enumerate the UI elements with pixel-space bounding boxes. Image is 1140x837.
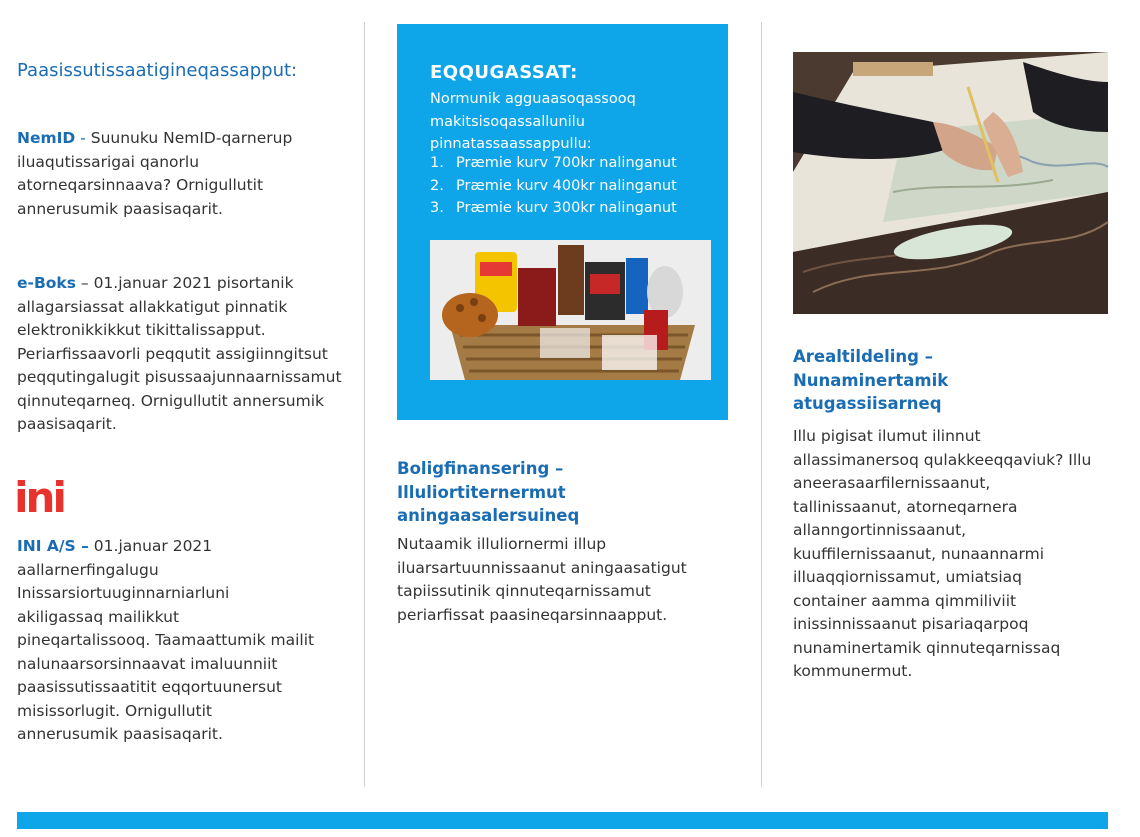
divider-left: [364, 22, 365, 787]
divider-right: [761, 22, 762, 787]
ini-text: 01.januar 2021 aallarnerfingalugu Inissarsiortuuginnarniarluni akiligassaq mailikkut pineqartalissooq. Taamaattumik mailit nalunaarsorsinnaavat imaluunniit paasissutissaatitit eqqortuunersut misissorlugit. Ornigullutit annerusumik paasisaqarit.: [17, 537, 315, 743]
eboks-sep: –: [75, 274, 94, 292]
eboks-text: 01.januar 2021 pisortanik allagarsiassat allakkatigut pinnatik elektronikkikkut tikittalissapput. Periarfissaavorli peqqutit assigiinngitsut peqqutingalugit pisussaajunnaarnissamut qinnuteqarneq. Ornigullutit annersumik paasisaqarit.: [17, 274, 342, 433]
prize-box: [397, 24, 728, 420]
svg-text:ini: ini: [14, 473, 64, 522]
prize-intro: Normunik agguaasoqassooq makitsisoqassallunilu pinnatassaassappullu:: [430, 91, 636, 152]
map-drawing-photo: [793, 52, 1108, 314]
nemid-label: NemID: [17, 129, 76, 147]
ini-label: INI A/S –: [17, 537, 89, 555]
nemid-text: Suunuku NemID-qarnerup iluaqutissarigai qanorlu atorneqarsinnaava? Ornigullutit annerusumik paasisaqarit.: [17, 129, 293, 218]
prize-item: 2. Præmie kurv 400kr nalinganut: [430, 177, 677, 194]
prize-list: [430, 152, 677, 220]
nemid-sep: -: [75, 129, 91, 147]
eboks-paragraph: [17, 272, 342, 437]
bottom-accent-bar: [17, 812, 1108, 829]
gift-basket-photo: [430, 240, 711, 380]
page-heading: Paasissutissaatigineqassapput:: [17, 60, 298, 81]
arealtildeling-title: Arealtildeling – Nunaminertamik atugassiisarneq: [793, 347, 949, 413]
eboks-label: e-Boks: [17, 274, 76, 292]
nemid-paragraph: [17, 127, 342, 221]
prize-item: 3. Præmie kurv 300kr nalinganut: [430, 200, 677, 216]
boligfinansering-title: Boligfinansering – Illuliortiternermut aningaasalersuineq: [397, 459, 580, 525]
ini-paragraph: [17, 535, 317, 747]
arealtildeling-text: Illu pigisat ilumut ilinnut allassimanersoq qulakkeeqqaviuk? Illu aneerasaarfilernissaanut, tallinissaanut, atorneqarnera allanngortinnissaanut, kuuffilernissaanut, nunaannarmi illuaqqiornissamut, umiatsiaq container aamma qimmiliviit inissinnissaanut pisariaqarpoq nunaminertamik qinnuteqarnissaq kommunermut.: [793, 427, 1092, 680]
ini-logo: [14, 472, 64, 522]
prize-item: 1. Præmie kurv 700kr nalinganut: [430, 155, 677, 171]
prize-title: EQQUGASSAT:: [430, 62, 578, 83]
boligfinansering-text: Nutaamik illuliornermi illup iluarsartuunnissaanut aningaasatigut tapiissutinik qinnuteqarnissamut periarfissat paasineqarsinnaapput.: [397, 535, 687, 624]
